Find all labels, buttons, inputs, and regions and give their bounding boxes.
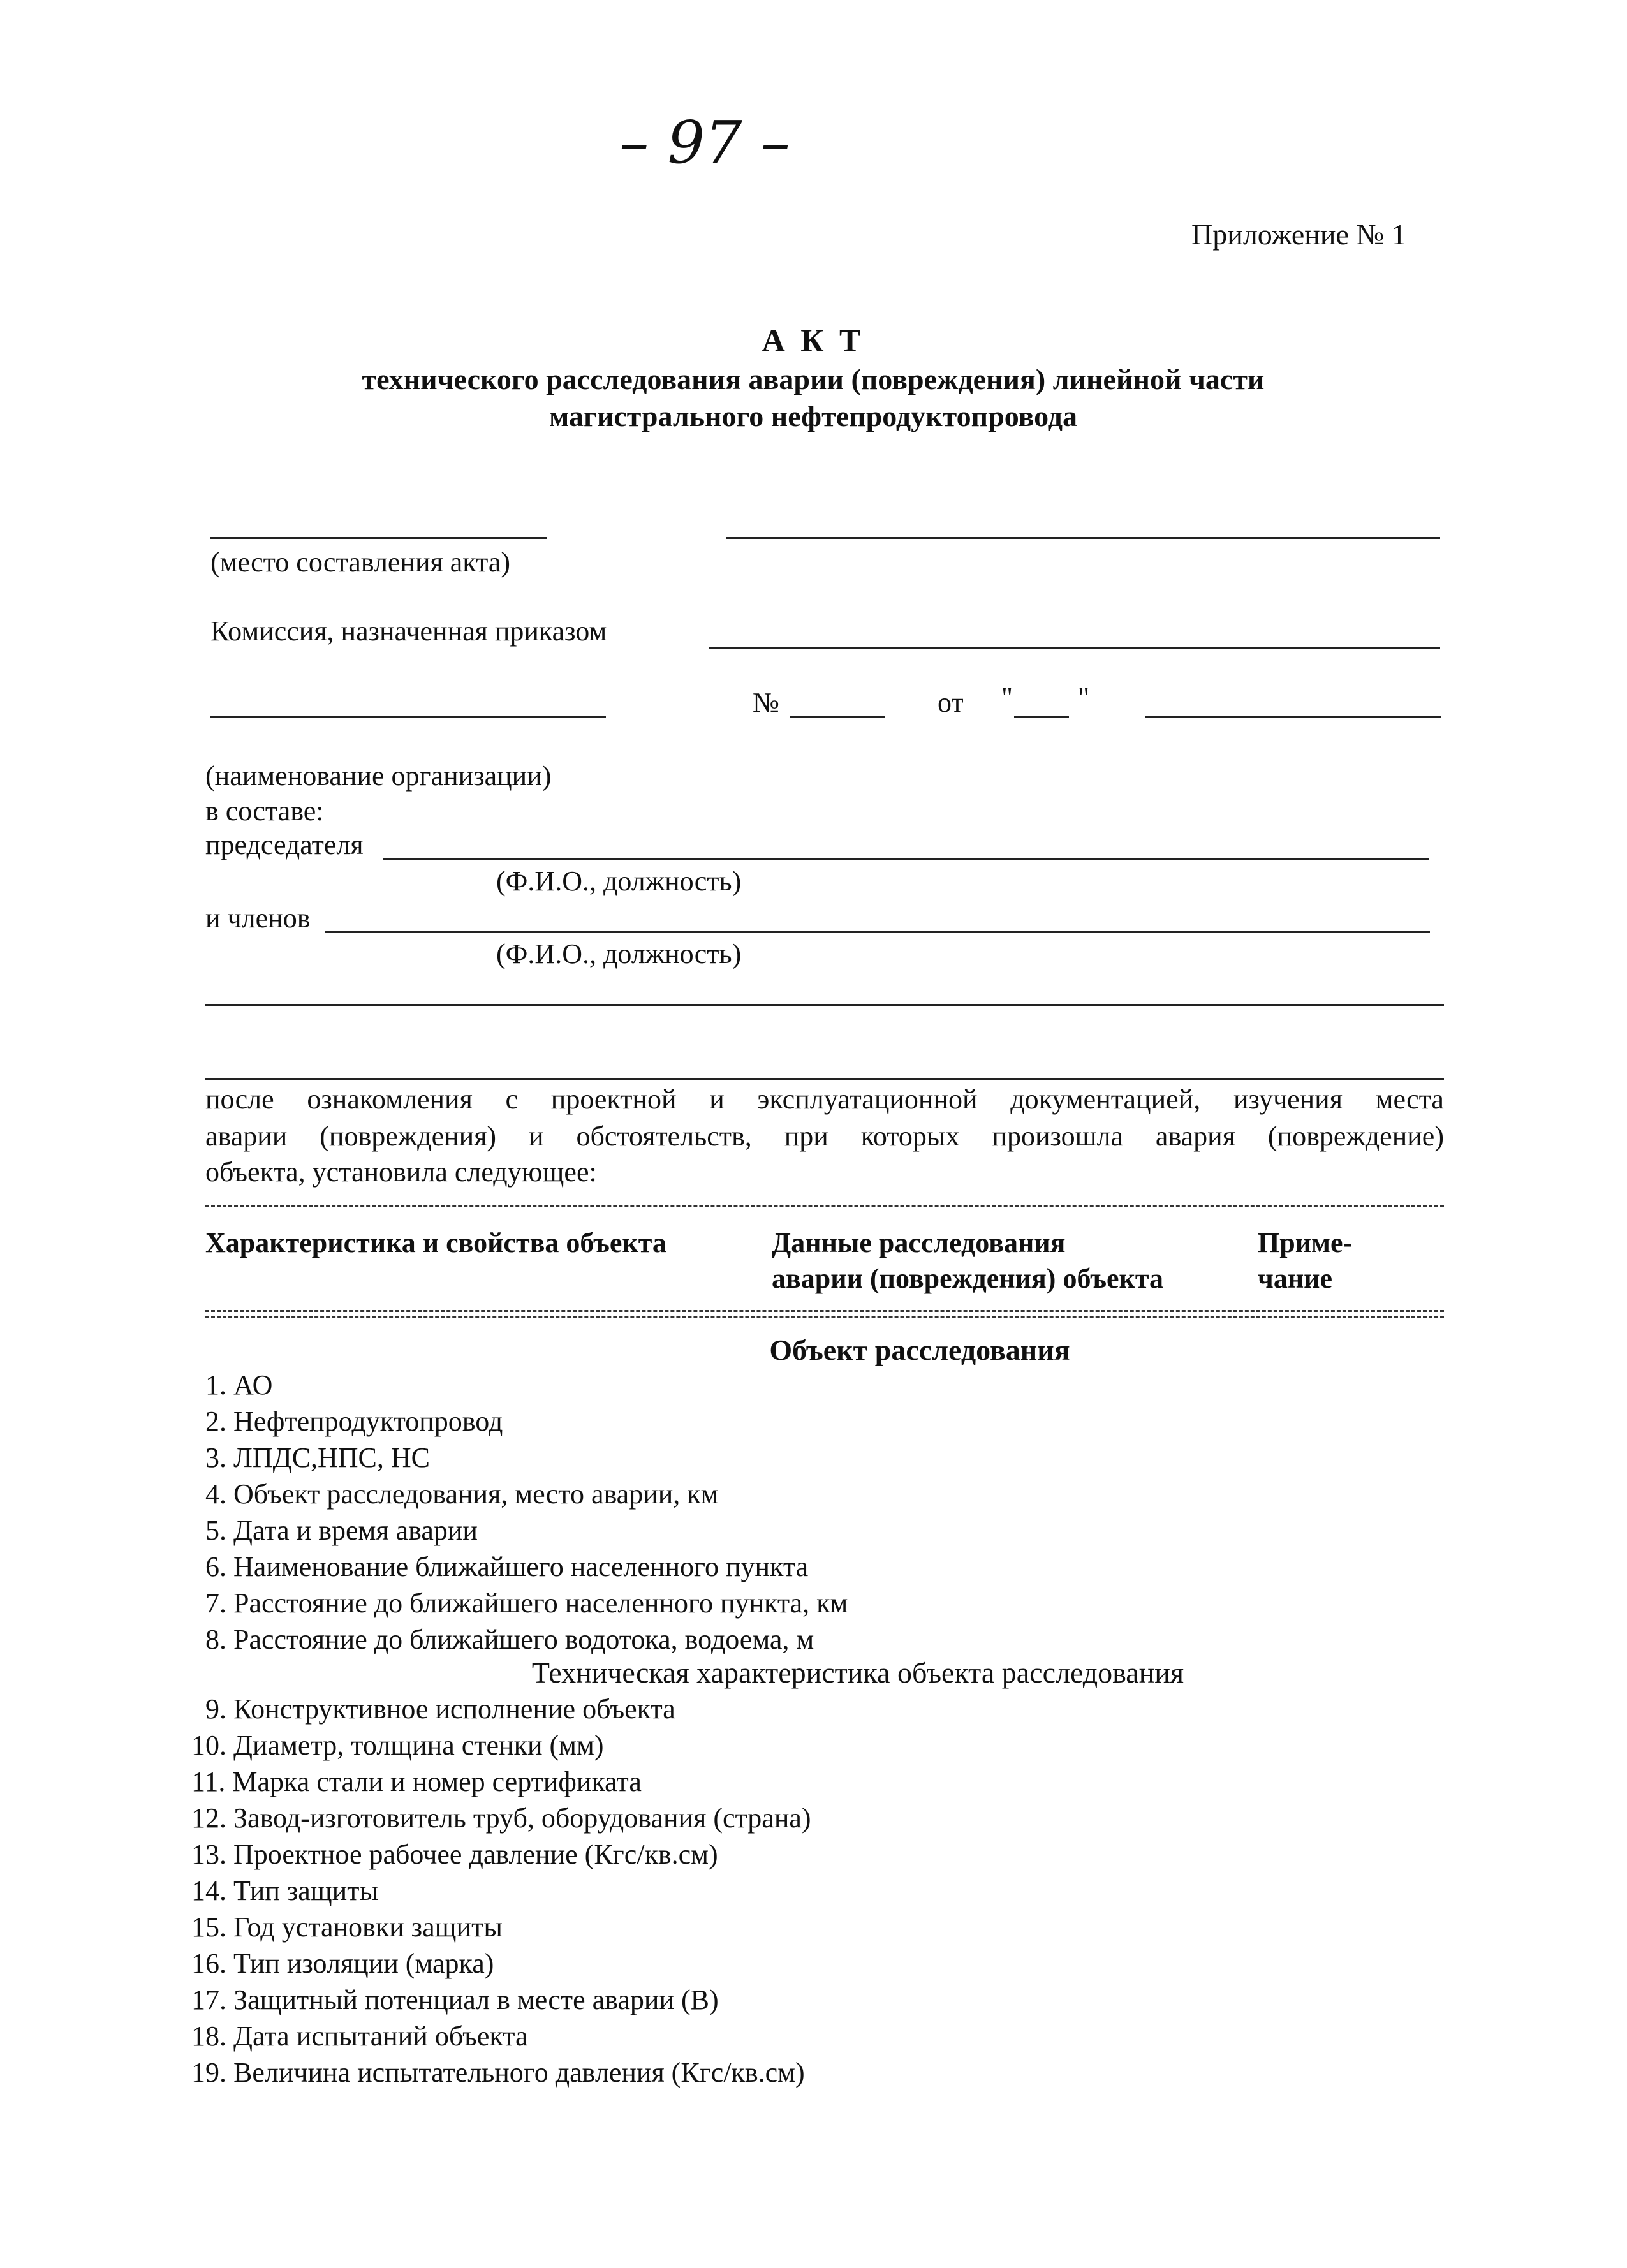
list-item: 18. Дата испытаний объекта [191,2021,528,2052]
list-item: 13. Проектное рабочее давление (Кгс/кв.см) [191,1839,718,1870]
intro-word: после [205,1084,274,1115]
intro-word: изучения [1233,1084,1343,1115]
list-item: 8. Расстояние до ближайшего водотока, водоема, м [205,1624,814,1655]
day-underline [1014,716,1069,718]
header-col-note-line-2: чание [1258,1263,1333,1294]
section-object-title: Объект расследования [769,1334,1070,1366]
list-item: 12. Завод-изготовитель труб, оборудования (страна) [191,1802,811,1834]
intro-line-2 [205,1123,1444,1151]
chairman-label: председателя [205,829,364,860]
intro-word: документацией, [1010,1084,1201,1115]
page-number: – 97 – [619,108,790,177]
intro-line-3: объекта, установила следующее: [205,1156,597,1188]
table-top-rule [205,1205,1444,1207]
intro-word: эксплуатационной [757,1084,978,1115]
intro-word: с [505,1084,519,1115]
members-underline-2 [205,1004,1444,1006]
order-underline [709,647,1440,649]
list-item: 14. Тип защиты [191,1875,379,1906]
place-underline [210,537,547,539]
act-subtitle-line-1: технического расследования аварии (повреждения) линейной части [362,363,1265,395]
from-label: от [938,687,964,718]
chairman-underline [383,858,1429,860]
members-underline [325,931,1430,933]
org-caption: (наименование организации) [205,760,552,792]
composition-label: в составе: [205,795,324,827]
commission-label: Комиссия, назначенная приказом [210,615,607,647]
order-number-underline [790,716,885,718]
intro-word: и [709,1084,725,1115]
list-item: 4. Объект расследования, место аварии, км [205,1478,719,1510]
place-caption: (место составления акта) [210,547,511,578]
list-item: 3. ЛПДС,НПС, НС [205,1442,430,1473]
intro-line-1 [205,1086,1444,1114]
intro-word: при [784,1121,828,1152]
intro-word: ознакомления [307,1084,473,1115]
quote-open: " [1001,682,1013,713]
list-item: 15. Год установки защиты [191,1911,503,1943]
number-sign: № [753,687,779,718]
month-year-underline [1145,716,1441,718]
intro-word: авария [1155,1121,1235,1152]
list-item: 10. Диаметр, толщина стенки (мм) [191,1730,604,1761]
list-item: 2. Нефтепродуктопровод [205,1406,503,1437]
list-item: 11. Марка стали и номер сертификата [191,1766,642,1797]
list-item: 16. Тип изоляции (марка) [191,1948,494,1979]
header-col-note-line-1: Приме- [1258,1227,1353,1258]
intro-word: которых [860,1121,960,1152]
members-label: и членов [205,902,311,934]
list-item: 6. Наименование ближайшего населенного пункта [205,1551,809,1582]
intro-word: произошла [992,1121,1123,1152]
header-col-data-line-1: Данные расследования [772,1227,1066,1258]
intro-word: места [1375,1084,1444,1115]
list-item: 7. Расстояние до ближайшего населенного пункта, км [205,1587,848,1619]
appendix-label: Приложение № 1 [1191,218,1406,251]
list-item: 5. Дата и время аварии [205,1515,478,1546]
intro-word: обстоятельств, [576,1121,752,1152]
list-item: 19. Величина испытательного давления (Кгс/кв.см) [191,2057,805,2088]
table-header-rule-2 [205,1316,1444,1318]
intro-word: проектной [550,1084,677,1115]
chairman-fio-caption: (Ф.И.О., должность) [496,865,742,897]
list-item: 9. Конструктивное исполнение объекта [205,1693,675,1725]
intro-word: и [529,1121,544,1152]
act-subtitle-line-2: магистрального нефтепродуктопровода [548,400,1078,432]
members-underline-3 [205,1078,1444,1080]
table-header-rule [205,1310,1444,1312]
list-item: 17. Защитный потенциал в месте аварии (В) [191,1984,719,2015]
place-date-underline [726,537,1440,539]
org-underline [210,716,606,718]
list-item: 1. АО [205,1369,273,1401]
act-title: А К Т [762,322,865,358]
members-fio-caption: (Ф.И.О., должность) [496,938,742,969]
quote-close: " [1078,682,1089,713]
intro-word: (повреждения) [320,1121,497,1152]
header-col-data-line-2: аварии (повреждения) объекта [772,1263,1164,1294]
header-col-characteristics: Характеристика и свойства объекта [205,1227,666,1258]
intro-word: (повреждение) [1267,1121,1444,1152]
intro-word: аварии [205,1121,288,1152]
section-technical-title: Техническая характеристика объекта расследования [531,1656,1184,1689]
